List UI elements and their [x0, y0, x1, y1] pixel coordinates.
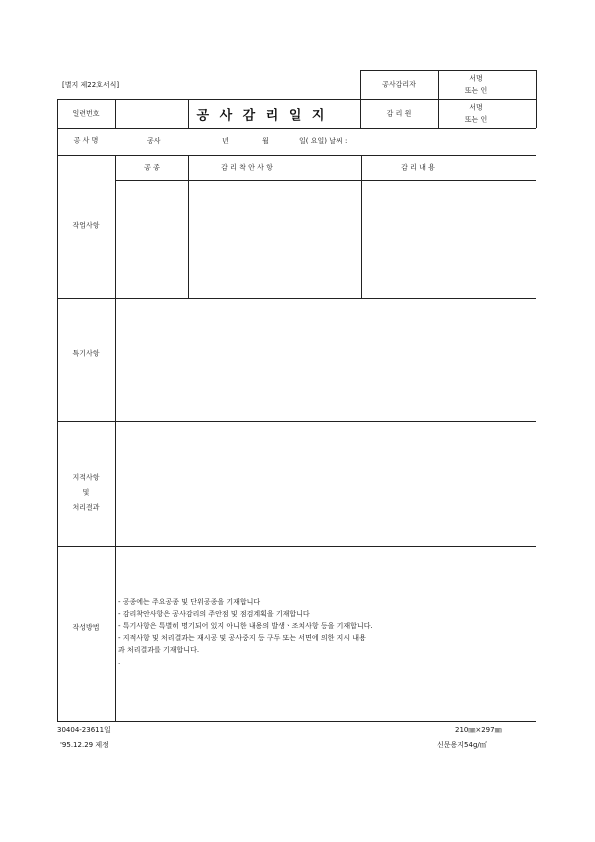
date-year: 년 — [222, 137, 229, 145]
sig-role-supervisor: 공사감리자 — [382, 80, 416, 89]
page-title: 공 사 감 리 일 지 — [196, 108, 328, 124]
method-section-label: 작성방법 — [72, 623, 100, 632]
method-note: - 지적사항 및 처리결과는 재시공 및 공사중지 등 구두 또는 서면에 의한 지시 내용 — [118, 634, 366, 642]
footer-size: 210㎜×297㎜ — [455, 726, 502, 734]
findings-label-line-1: 지적사항 — [72, 473, 100, 482]
findings-label-line-3: 처리결과 — [72, 503, 100, 512]
footer-code: 30404-23611일 — [57, 726, 111, 734]
findings-label-line-2: 및 — [82, 488, 90, 497]
footer-paper: 신문용지54g/㎡ — [437, 741, 487, 749]
project-name-label: 공 사 명 — [73, 136, 99, 145]
col-header-focus: 감 리 착 안 사 항 — [221, 163, 273, 172]
sig-sign2-supervisor: 또는 인 — [464, 86, 488, 95]
sig-sign2-inspector: 또는 인 — [464, 115, 488, 124]
footer-date: '95.12.29 제정 — [60, 741, 109, 749]
date-day-weather: 일( 요일) 날씨 : — [299, 137, 348, 145]
method-note: - 특기사항은 특별히 명기되어 있지 아니한 내용의 발생ㆍ조치사항 등을 기재합니다. — [118, 622, 373, 630]
sig-sign-inspector: 서명 — [469, 103, 483, 112]
method-note: - 공종에는 주요공종 및 단위공종을 기재합니다 — [118, 598, 261, 606]
date-prefix: 공사 — [147, 137, 161, 145]
method-note: 과 처리결과를 기재합니다. — [118, 646, 200, 654]
serial-number-label: 일련번호 — [72, 109, 100, 118]
special-section-label: 특기사항 — [72, 349, 100, 358]
work-section-label: 작업사항 — [72, 221, 100, 230]
col-header-content: 감 리 내 용 — [401, 163, 435, 172]
form-number: [별지 제22호서식] — [62, 81, 120, 89]
method-note: - 감리착안사항은 공사감리의 주안점 및 점검계획을 기재합니다 — [118, 610, 310, 618]
sig-sign-supervisor: 서명 — [469, 74, 483, 83]
date-month: 월 — [262, 137, 269, 145]
col-header-work-type: 공 종 — [144, 163, 160, 172]
method-note: . — [118, 658, 121, 666]
sig-role-inspector: 감 리 원 — [386, 109, 412, 118]
method-notes — [118, 596, 373, 668]
